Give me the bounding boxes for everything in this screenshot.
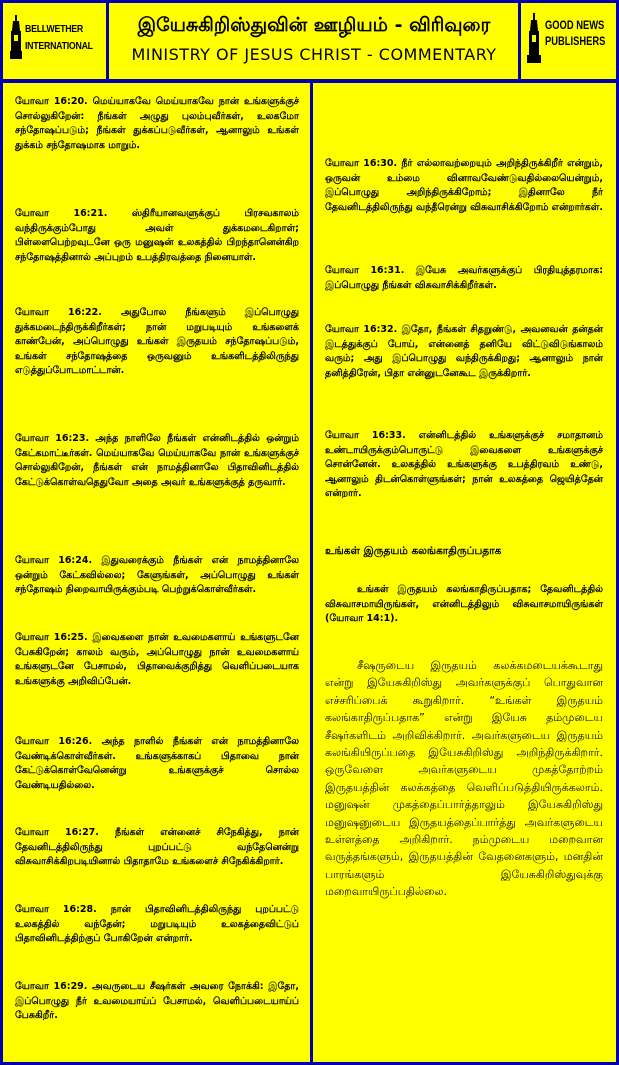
good-news-logo: [518, 3, 616, 79]
commentary-paragraph: சீஷருடைய இருதயம் கலக்கமடையக்கூடாது என்று இயேசுகிறிஸ்து அவர்களுக்குப் பொதுவான எச்சரிப்பைக் கூறுகிறார். “உங்கள் இருதயம் கலங்காதிருப்பதாக” என்று இயேசு தம்முடைய சீஷர்களிடம் அறிவிக்கிறார். அவர்களுடைய இருதயம் கலங்கியிருப்பதை இயேசுகிறிஸ்து அறிந்திருக்கிறார். ஒருவேளை அவர்களுடைய முகத்தோற்றம் இருதயத்தின் கலக்கத்தை வெளிப்படுத்தியிருக்கலாம். மனுஷன் முகத்தைப்பார்த்தாலும் இயேசுகிறிஸ்து மனுஷனுடைய இருதயத்தைப்பார்த்து அவர்களுடைய உள்ளத்தை அறிகிறார். நம்முடைய மறைவான வருத்தங்களும், இருதயத்தின் வேதனைகளும், மனதின் பாரங்களும் இயேசுகிறிஸ்துவுக்கு மறைவாயிருப்பதில்லை.: [325, 659, 603, 899]
verse-16-26: யோவா 16:26. அந்த நாளில் நீங்கள் என் நாமத்தினாலே வேண்டிக்கொள்வீர்கள். உங்களுக்காகப் பிதாவை நான் கேட்டுக்கொள்வேனென்று உங்களுக்குச் சொல்ல வேண்டியதில்லை.: [15, 736, 299, 791]
verse-16-30: யோவா 16:30. நீர் எல்லாவற்றையும் அறிந்திருக்கிறீர் என்றும், ஒருவன் உம்மை வினாவவேண்டுவதில்லையென்றும், இப்பொழுது அறிந்திருக்கிறோம்; இதினாலே நீர் தேவனிடத்திலிருந்து வந்தீரென்று விசுவாசிக்கிறோம் என்றார்கள்.: [325, 158, 603, 213]
title-tamil: இயேசுகிறிஸ்துவின் ஊழியம் - விரிவுரை: [137, 14, 491, 36]
verse-16-32: யோவா 16:32. இதோ, நீங்கள் சிதறுண்டு, அவனவன் தன்தன் இடத்துக்குப் போய், என்னைத் தனியே விட்டுவிடுங்காலம் வரும்; அது இப்பொழுது வந்திருக்கிறது; ஆனாலும் நான் தனித்திரேன், பிதா என்னுடனேகூட இருக்கிறார்.: [325, 324, 603, 379]
logo-line-1: BELLWETHER: [25, 24, 83, 35]
verse-16-29: யோவா 16:29. அவருடைய சீஷர்கள் அவரை நோக்கி: இதோ, இப்பொழுது நீர் உவமையாய்ப் பேசாமல், வெளிப்படையாய்ப் பேசுகிறீர்.: [15, 981, 299, 1021]
section-heading: உங்கள் இருதயம் கலங்காதிருப்பதாக: [325, 545, 502, 557]
verse-16-22: யோவா 16:22. அதுபோல நீங்களும் இப்பொழுது துக்கமடைந்திருக்கிறீர்கள்; நான் மறுபடியும் உங்களைக் காண்பேன், அப்பொழுது உங்கள் இருதயம் சந்தோஷப்படும், உங்கள் சந்தோஷத்தை ஒருவனும் உங்களிடத்திலிருந்து எடுத்துப்போடமாட்டான்.: [15, 307, 299, 376]
tower-icon: [527, 13, 541, 63]
left-column: [3, 83, 313, 1062]
logo-r-line-1: GOOD NEWS: [545, 18, 605, 32]
title-english: MINISTRY OF JESUS CHRIST - COMMENTARY: [131, 45, 497, 64]
header: [3, 3, 616, 83]
logo-r-line-2: PUBLISHERS: [545, 34, 606, 48]
verse-16-31: யோவா 16:31. இயேசு அவர்களுக்குப் பிரதியுத்தரமாக: இப்பொழுது நீங்கள் விசுவாசிக்கிறீர்கள்.: [325, 265, 603, 291]
page-title: [109, 3, 519, 79]
verse-16-28: யோவா 16:28. நான் பிதாவினிடத்திலிருந்து புறப்பட்டு உலகத்தில் வந்தேன்; மறுபடியும் உலகத்தைவிட்டுப் பிதாவினிடத்திற்குப் போகிறேன் என்றார்.: [15, 904, 299, 944]
verse-16-33: யோவா 16:33. என்னிடத்தில் உங்களுக்குச் சமாதானம் உண்டாயிருக்கும்பொருட்டு இவைகளை உங்களுக்குச் சொன்னேன். உலகத்தில் உங்களுக்கு உபத்திரவம் உண்டு, ஆனாலும் திடன்கொள்ளுங்கள்; நான் உலகத்தை ஜெயித்தேன் என்றார்.: [325, 430, 603, 499]
verse-16-24: யோவா 16:24. இதுவரைக்கும் நீங்கள் என் நாமத்தினாலே ஒன்றும் கேட்கவில்லை; கேளுங்கள், அப்பொழுது உங்கள் சந்தோஷம் நிறைவாயிருக்கும்படி பெற்றுக்கொள்வீர்கள்.: [15, 555, 299, 595]
verse-16-21: யோவா 16:21. ஸ்திரீயானவளுக்குப் பிரசவகாலம் வந்திருக்கும்போது அவள் துக்கமடைகிறாள்; பிள்ளைபெற்றவுடனே ஒரு மனுஷன் உலகத்தில் பிறந்தானென்கிற சந்தோஷத்தினால் அப்புறம் உபத்திரவத்தை நினையாள்.: [15, 208, 299, 263]
key-verse: உங்கள் இருதயம் கலங்காதிருப்பதாக; தேவனிடத்தில் விசுவாசமாயிருங்கள், என்னிடத்திலும் விசுவாசமாயிருங்கள் (யோவா 14:1).: [325, 584, 603, 624]
verse-16-23: யோவா 16:23. அந்த நாளிலே நீங்கள் என்னிடத்தில் ஒன்றும் கேட்கமாட்டீர்கள். மெய்யாகவே மெய்யாகவே நான் உங்களுக்குச் சொல்லுகிறேன், நீங்கள் என் நாமத்தினாலே பிதாவினிடத்தில் கேட்டுக்கொள்வதெதுவோ அதை அவர் உங்களுக்குத் தருவார்.: [15, 433, 299, 488]
verse-16-27: யோவா 16:27. நீங்கள் என்னைச் சிநேகித்து, நான் தேவனிடத்திலிருந்து புறப்பட்டு வந்தேனென்று விசுவாசிக்கிறபடியினால் பிதாதாமே உங்களைச் சிநேகிக்கிறார்.: [15, 827, 299, 867]
bell-tower-icon: [10, 15, 22, 59]
verse-16-20: யோவா 16:20. மெய்யாகவே மெய்யாகவே நான் உங்களுக்குச் சொல்லுகிறேன்: நீங்கள் அழுது புலம்புவீர்கள், உலகமோ சந்தோஷப்படும்; நீங்கள் துக்கப்படுவீர்கள், ஆனாலும் உங்கள் துக்கம் சந்தோஷமாக மாறும்.: [15, 96, 299, 151]
right-column: [313, 83, 616, 1062]
bellwether-logo: [3, 3, 109, 79]
logo-line-2: INTERNATIONAL: [25, 41, 93, 52]
verse-16-25: யோவா 16:25. இவைகளை நான் உவமைகளாய் உங்களுடனே பேசுகிறேன்; காலம் வரும், அப்பொழுது நான் உவமைகளாய் உங்களுடனே பேசாமல், பிதாவைக்குறித்து வெளிப்படையாக உங்களுக்கு அறிவிப்பேன்.: [15, 632, 299, 687]
